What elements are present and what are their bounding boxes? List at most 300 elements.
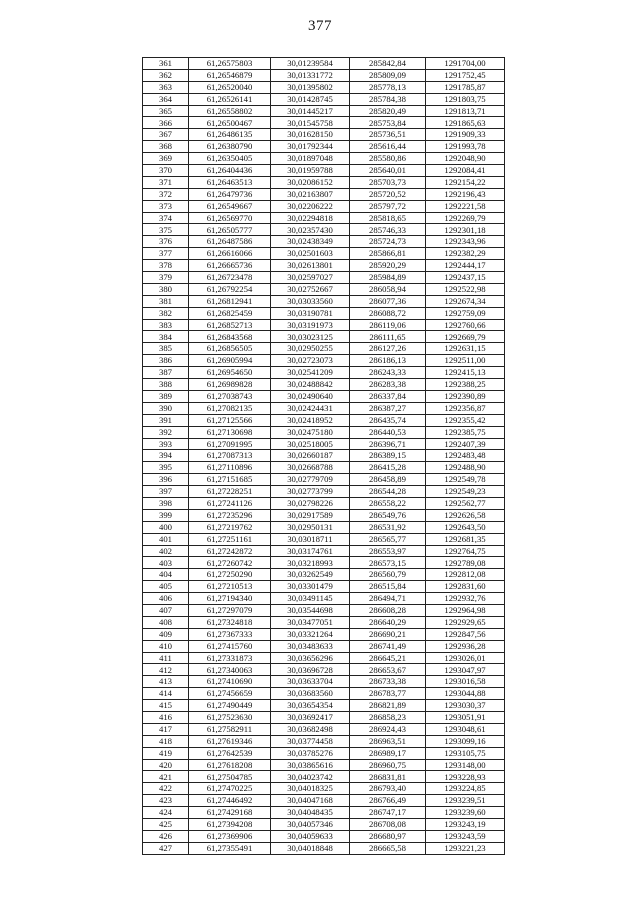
y-coordinate-cell: 1293044,88 [426, 688, 505, 700]
x-coordinate-cell: 286396,71 [350, 438, 426, 450]
longitude-cell: 30,01792344 [271, 141, 350, 153]
longitude-cell: 30,01239584 [271, 58, 350, 70]
point-number-cell: 391 [143, 414, 189, 426]
table-row [143, 819, 505, 831]
point-number-cell: 398 [143, 497, 189, 509]
longitude-cell: 30,03174761 [271, 545, 350, 557]
longitude-cell: 30,04048435 [271, 807, 350, 819]
y-coordinate-cell: 1293047,97 [426, 664, 505, 676]
y-coordinate-cell: 1292681,35 [426, 533, 505, 545]
longitude-cell: 30,02613801 [271, 260, 350, 272]
longitude-cell: 30,02418952 [271, 414, 350, 426]
table-row [143, 747, 505, 759]
latitude-cell: 61,27582911 [189, 723, 271, 735]
table-row [143, 640, 505, 652]
point-number-cell: 368 [143, 141, 189, 153]
y-coordinate-cell: 1292936,28 [426, 640, 505, 652]
longitude-cell: 30,03190781 [271, 307, 350, 319]
y-coordinate-cell: 1292382,29 [426, 248, 505, 260]
table-row [143, 93, 505, 105]
latitude-cell: 61,26575803 [189, 58, 271, 70]
point-number-cell: 382 [143, 307, 189, 319]
table-row [143, 497, 505, 509]
point-number-cell: 366 [143, 117, 189, 129]
longitude-cell: 30,03774458 [271, 735, 350, 747]
point-number-cell: 397 [143, 486, 189, 498]
longitude-cell: 30,02488842 [271, 379, 350, 391]
longitude-cell: 30,02163807 [271, 188, 350, 200]
table-row [143, 212, 505, 224]
latitude-cell: 61,27082135 [189, 402, 271, 414]
x-coordinate-cell: 285703,73 [350, 176, 426, 188]
x-coordinate-cell: 286645,21 [350, 652, 426, 664]
latitude-cell: 61,26616066 [189, 248, 271, 260]
x-coordinate-cell: 286531,92 [350, 521, 426, 533]
point-number-cell: 395 [143, 462, 189, 474]
y-coordinate-cell: 1293239,60 [426, 807, 505, 819]
y-coordinate-cell: 1291704,00 [426, 58, 505, 70]
latitude-cell: 61,27130698 [189, 426, 271, 438]
longitude-cell: 30,02501603 [271, 248, 350, 260]
x-coordinate-cell: 286186,13 [350, 355, 426, 367]
y-coordinate-cell: 1292847,56 [426, 628, 505, 640]
longitude-cell: 30,03682498 [271, 723, 350, 735]
latitude-cell: 61,27250290 [189, 569, 271, 581]
table-row [143, 533, 505, 545]
table-row [143, 283, 505, 295]
longitude-cell: 30,02490640 [271, 390, 350, 402]
x-coordinate-cell: 286515,84 [350, 581, 426, 593]
longitude-cell: 30,03785276 [271, 747, 350, 759]
y-coordinate-cell: 1292626,58 [426, 509, 505, 521]
table-row [143, 236, 505, 248]
latitude-cell: 61,26487586 [189, 236, 271, 248]
x-coordinate-cell: 285920,29 [350, 260, 426, 272]
page-number: 377 [308, 18, 332, 34]
y-coordinate-cell: 1291803,75 [426, 93, 505, 105]
longitude-cell: 30,01897048 [271, 153, 350, 165]
x-coordinate-cell: 286077,36 [350, 295, 426, 307]
point-number-cell: 417 [143, 723, 189, 735]
x-coordinate-cell: 286565,77 [350, 533, 426, 545]
y-coordinate-cell: 1293051,91 [426, 711, 505, 723]
point-number-cell: 383 [143, 319, 189, 331]
x-coordinate-cell: 286119,06 [350, 319, 426, 331]
point-number-cell: 411 [143, 652, 189, 664]
latitude-cell: 61,26505777 [189, 224, 271, 236]
longitude-cell: 30,03301479 [271, 581, 350, 593]
latitude-cell: 61,26954650 [189, 367, 271, 379]
y-coordinate-cell: 1292488,90 [426, 462, 505, 474]
y-coordinate-cell: 1293243,59 [426, 830, 505, 842]
table-row [143, 616, 505, 628]
y-coordinate-cell: 1292385,75 [426, 426, 505, 438]
latitude-cell: 61,26792254 [189, 283, 271, 295]
y-coordinate-cell: 1292764,75 [426, 545, 505, 557]
latitude-cell: 61,27490449 [189, 700, 271, 712]
table-row [143, 759, 505, 771]
table-row [143, 295, 505, 307]
longitude-cell: 30,03023125 [271, 331, 350, 343]
latitude-cell: 61,26380790 [189, 141, 271, 153]
y-coordinate-cell: 1292812,08 [426, 569, 505, 581]
table-row [143, 676, 505, 688]
table-row [143, 105, 505, 117]
longitude-cell: 30,04018325 [271, 783, 350, 795]
table-row [143, 581, 505, 593]
y-coordinate-cell: 1292221,58 [426, 200, 505, 212]
y-coordinate-cell: 1292759,09 [426, 307, 505, 319]
point-number-cell: 374 [143, 212, 189, 224]
point-number-cell: 386 [143, 355, 189, 367]
point-number-cell: 402 [143, 545, 189, 557]
y-coordinate-cell: 1292562,77 [426, 497, 505, 509]
point-number-cell: 413 [143, 676, 189, 688]
y-coordinate-cell: 1292760,66 [426, 319, 505, 331]
point-number-cell: 409 [143, 628, 189, 640]
longitude-cell: 30,02518005 [271, 438, 350, 450]
x-coordinate-cell: 286494,71 [350, 593, 426, 605]
y-coordinate-cell: 1292964,98 [426, 604, 505, 616]
x-coordinate-cell: 285616,44 [350, 141, 426, 153]
x-coordinate-cell: 285820,49 [350, 105, 426, 117]
latitude-cell: 61,27619346 [189, 735, 271, 747]
table-row [143, 58, 505, 70]
latitude-cell: 61,27642539 [189, 747, 271, 759]
y-coordinate-cell: 1293105,75 [426, 747, 505, 759]
table-row [143, 474, 505, 486]
x-coordinate-cell: 286573,15 [350, 557, 426, 569]
longitude-cell: 30,02798226 [271, 497, 350, 509]
longitude-cell: 30,01959788 [271, 165, 350, 177]
latitude-cell: 61,27251161 [189, 533, 271, 545]
latitude-cell: 61,27219762 [189, 521, 271, 533]
point-number-cell: 389 [143, 390, 189, 402]
table-row [143, 307, 505, 319]
x-coordinate-cell: 286558,22 [350, 497, 426, 509]
y-coordinate-cell: 1292356,87 [426, 402, 505, 414]
latitude-cell: 61,26843568 [189, 331, 271, 343]
x-coordinate-cell: 286440,53 [350, 426, 426, 438]
x-coordinate-cell: 286793,40 [350, 783, 426, 795]
y-coordinate-cell: 1293030,37 [426, 700, 505, 712]
table-row [143, 81, 505, 93]
longitude-cell: 30,02597027 [271, 272, 350, 284]
table-row [143, 807, 505, 819]
table-row [143, 569, 505, 581]
longitude-cell: 30,02773799 [271, 486, 350, 498]
x-coordinate-cell: 285809,09 [350, 69, 426, 81]
latitude-cell: 61,26905994 [189, 355, 271, 367]
latitude-cell: 61,27504785 [189, 771, 271, 783]
y-coordinate-cell: 1293016,58 [426, 676, 505, 688]
x-coordinate-cell: 285797,72 [350, 200, 426, 212]
point-number-cell: 373 [143, 200, 189, 212]
latitude-cell: 61,27324818 [189, 616, 271, 628]
point-number-cell: 407 [143, 604, 189, 616]
latitude-cell: 61,27241126 [189, 497, 271, 509]
latitude-cell: 61,26825459 [189, 307, 271, 319]
y-coordinate-cell: 1292415,13 [426, 367, 505, 379]
y-coordinate-cell: 1292407,39 [426, 438, 505, 450]
point-number-cell: 381 [143, 295, 189, 307]
y-coordinate-cell: 1291865,63 [426, 117, 505, 129]
longitude-cell: 30,03544698 [271, 604, 350, 616]
latitude-cell: 61,27331873 [189, 652, 271, 664]
point-number-cell: 406 [143, 593, 189, 605]
point-number-cell: 405 [143, 581, 189, 593]
point-number-cell: 378 [143, 260, 189, 272]
latitude-cell: 61,26549667 [189, 200, 271, 212]
point-number-cell: 363 [143, 81, 189, 93]
latitude-cell: 61,27110896 [189, 462, 271, 474]
table-body [143, 58, 505, 855]
latitude-cell: 61,27091995 [189, 438, 271, 450]
point-number-cell: 410 [143, 640, 189, 652]
x-coordinate-cell: 285784,38 [350, 93, 426, 105]
point-number-cell: 379 [143, 272, 189, 284]
table-row [143, 117, 505, 129]
x-coordinate-cell: 285724,73 [350, 236, 426, 248]
table-row [143, 711, 505, 723]
table-row [143, 390, 505, 402]
point-number-cell: 426 [143, 830, 189, 842]
table-row [143, 176, 505, 188]
longitude-cell: 30,03656296 [271, 652, 350, 664]
point-number-cell: 385 [143, 343, 189, 355]
point-number-cell: 412 [143, 664, 189, 676]
y-coordinate-cell: 1293224,85 [426, 783, 505, 795]
longitude-cell: 30,04059633 [271, 830, 350, 842]
x-coordinate-cell: 286243,33 [350, 367, 426, 379]
y-coordinate-cell: 1292444,17 [426, 260, 505, 272]
x-coordinate-cell: 286435,74 [350, 414, 426, 426]
table-row [143, 462, 505, 474]
y-coordinate-cell: 1292789,08 [426, 557, 505, 569]
latitude-cell: 61,27260742 [189, 557, 271, 569]
latitude-cell: 61,27618208 [189, 759, 271, 771]
longitude-cell: 30,04047168 [271, 795, 350, 807]
x-coordinate-cell: 286960,75 [350, 759, 426, 771]
y-coordinate-cell: 1292390,89 [426, 390, 505, 402]
point-number-cell: 408 [143, 616, 189, 628]
x-coordinate-cell: 286783,77 [350, 688, 426, 700]
latitude-cell: 61,27367333 [189, 628, 271, 640]
latitude-cell: 61,27456659 [189, 688, 271, 700]
table-row [143, 509, 505, 521]
y-coordinate-cell: 1291785,87 [426, 81, 505, 93]
y-coordinate-cell: 1291813,71 [426, 105, 505, 117]
longitude-cell: 30,03321264 [271, 628, 350, 640]
longitude-cell: 30,01395802 [271, 81, 350, 93]
x-coordinate-cell: 286415,28 [350, 462, 426, 474]
longitude-cell: 30,04023742 [271, 771, 350, 783]
longitude-cell: 30,03491145 [271, 593, 350, 605]
x-coordinate-cell: 285778,13 [350, 81, 426, 93]
longitude-cell: 30,04018848 [271, 842, 350, 854]
x-coordinate-cell: 286544,28 [350, 486, 426, 498]
table-row [143, 486, 505, 498]
point-number-cell: 371 [143, 176, 189, 188]
table-row [143, 69, 505, 81]
table-row [143, 842, 505, 854]
y-coordinate-cell: 1291993,78 [426, 141, 505, 153]
y-coordinate-cell: 1293221,23 [426, 842, 505, 854]
point-number-cell: 364 [143, 93, 189, 105]
latitude-cell: 61,27369906 [189, 830, 271, 842]
x-coordinate-cell: 286963,51 [350, 735, 426, 747]
table-row [143, 604, 505, 616]
x-coordinate-cell: 285866,81 [350, 248, 426, 260]
table-row [143, 272, 505, 284]
longitude-cell: 30,02917589 [271, 509, 350, 521]
longitude-cell: 30,01428745 [271, 93, 350, 105]
table-row [143, 355, 505, 367]
point-number-cell: 400 [143, 521, 189, 533]
longitude-cell: 30,02475180 [271, 426, 350, 438]
point-number-cell: 414 [143, 688, 189, 700]
x-coordinate-cell: 286821,89 [350, 700, 426, 712]
y-coordinate-cell: 1292483,48 [426, 450, 505, 462]
point-number-cell: 421 [143, 771, 189, 783]
y-coordinate-cell: 1292549,23 [426, 486, 505, 498]
x-coordinate-cell: 286690,21 [350, 628, 426, 640]
x-coordinate-cell: 286653,67 [350, 664, 426, 676]
point-number-cell: 367 [143, 129, 189, 141]
y-coordinate-cell: 1292522,98 [426, 283, 505, 295]
y-coordinate-cell: 1292437,15 [426, 272, 505, 284]
longitude-cell: 30,02541209 [271, 367, 350, 379]
x-coordinate-cell: 286924,43 [350, 723, 426, 735]
table-row [143, 795, 505, 807]
longitude-cell: 30,03692417 [271, 711, 350, 723]
point-number-cell: 365 [143, 105, 189, 117]
y-coordinate-cell: 1291909,33 [426, 129, 505, 141]
longitude-cell: 30,01628150 [271, 129, 350, 141]
x-coordinate-cell: 286858,23 [350, 711, 426, 723]
latitude-cell: 61,27410690 [189, 676, 271, 688]
y-coordinate-cell: 1292048,90 [426, 153, 505, 165]
longitude-cell: 30,03483633 [271, 640, 350, 652]
point-number-cell: 375 [143, 224, 189, 236]
x-coordinate-cell: 286831,81 [350, 771, 426, 783]
latitude-cell: 61,26463513 [189, 176, 271, 188]
y-coordinate-cell: 1293099,16 [426, 735, 505, 747]
table-row [143, 771, 505, 783]
table-row [143, 367, 505, 379]
latitude-cell: 61,27087313 [189, 450, 271, 462]
latitude-cell: 61,27242872 [189, 545, 271, 557]
longitude-cell: 30,02752667 [271, 283, 350, 295]
longitude-cell: 30,02668788 [271, 462, 350, 474]
table-row [143, 343, 505, 355]
longitude-cell: 30,02779709 [271, 474, 350, 486]
coordinates-table [142, 57, 505, 855]
y-coordinate-cell: 1292549,78 [426, 474, 505, 486]
point-number-cell: 418 [143, 735, 189, 747]
point-number-cell: 422 [143, 783, 189, 795]
x-coordinate-cell: 285753,84 [350, 117, 426, 129]
x-coordinate-cell: 286766,49 [350, 795, 426, 807]
y-coordinate-cell: 1292355,42 [426, 414, 505, 426]
y-coordinate-cell: 1292084,41 [426, 165, 505, 177]
longitude-cell: 30,03696728 [271, 664, 350, 676]
latitude-cell: 61,27415760 [189, 640, 271, 652]
y-coordinate-cell: 1293228,93 [426, 771, 505, 783]
latitude-cell: 61,26546879 [189, 69, 271, 81]
longitude-cell: 30,03865616 [271, 759, 350, 771]
y-coordinate-cell: 1292631,15 [426, 343, 505, 355]
table-row [143, 545, 505, 557]
longitude-cell: 30,02424431 [271, 402, 350, 414]
latitude-cell: 61,27470225 [189, 783, 271, 795]
point-number-cell: 399 [143, 509, 189, 521]
longitude-cell: 30,02294818 [271, 212, 350, 224]
y-coordinate-cell: 1292388,25 [426, 379, 505, 391]
longitude-cell: 30,03633704 [271, 676, 350, 688]
x-coordinate-cell: 286553,97 [350, 545, 426, 557]
x-coordinate-cell: 286337,84 [350, 390, 426, 402]
point-number-cell: 372 [143, 188, 189, 200]
x-coordinate-cell: 286747,17 [350, 807, 426, 819]
point-number-cell: 415 [143, 700, 189, 712]
latitude-cell: 61,26350405 [189, 153, 271, 165]
latitude-cell: 61,27297079 [189, 604, 271, 616]
x-coordinate-cell: 285580,86 [350, 153, 426, 165]
point-number-cell: 393 [143, 438, 189, 450]
x-coordinate-cell: 285984,89 [350, 272, 426, 284]
y-coordinate-cell: 1293048,61 [426, 723, 505, 735]
x-coordinate-cell: 286387,27 [350, 402, 426, 414]
latitude-cell: 61,26520040 [189, 81, 271, 93]
x-coordinate-cell: 286640,29 [350, 616, 426, 628]
point-number-cell: 392 [143, 426, 189, 438]
table-row [143, 700, 505, 712]
latitude-cell: 61,26500467 [189, 117, 271, 129]
longitude-cell: 30,03033560 [271, 295, 350, 307]
latitude-cell: 61,26558802 [189, 105, 271, 117]
point-number-cell: 416 [143, 711, 189, 723]
table-row [143, 188, 505, 200]
x-coordinate-cell: 286127,26 [350, 343, 426, 355]
latitude-cell: 61,27151685 [189, 474, 271, 486]
latitude-cell: 61,27446492 [189, 795, 271, 807]
x-coordinate-cell: 286560,79 [350, 569, 426, 581]
point-number-cell: 377 [143, 248, 189, 260]
point-number-cell: 380 [143, 283, 189, 295]
y-coordinate-cell: 1292196,43 [426, 188, 505, 200]
longitude-cell: 30,03262549 [271, 569, 350, 581]
x-coordinate-cell: 286989,17 [350, 747, 426, 759]
x-coordinate-cell: 285842,84 [350, 58, 426, 70]
x-coordinate-cell: 286458,89 [350, 474, 426, 486]
point-number-cell: 362 [143, 69, 189, 81]
longitude-cell: 30,02086152 [271, 176, 350, 188]
table-row [143, 414, 505, 426]
table-row [143, 224, 505, 236]
longitude-cell: 30,03191973 [271, 319, 350, 331]
x-coordinate-cell: 286665,58 [350, 842, 426, 854]
longitude-cell: 30,02357430 [271, 224, 350, 236]
table-row [143, 153, 505, 165]
table-row [143, 723, 505, 735]
latitude-cell: 61,27429168 [189, 807, 271, 819]
x-coordinate-cell: 285640,01 [350, 165, 426, 177]
longitude-cell: 30,02206222 [271, 200, 350, 212]
x-coordinate-cell: 286733,38 [350, 676, 426, 688]
x-coordinate-cell: 286088,72 [350, 307, 426, 319]
point-number-cell: 423 [143, 795, 189, 807]
